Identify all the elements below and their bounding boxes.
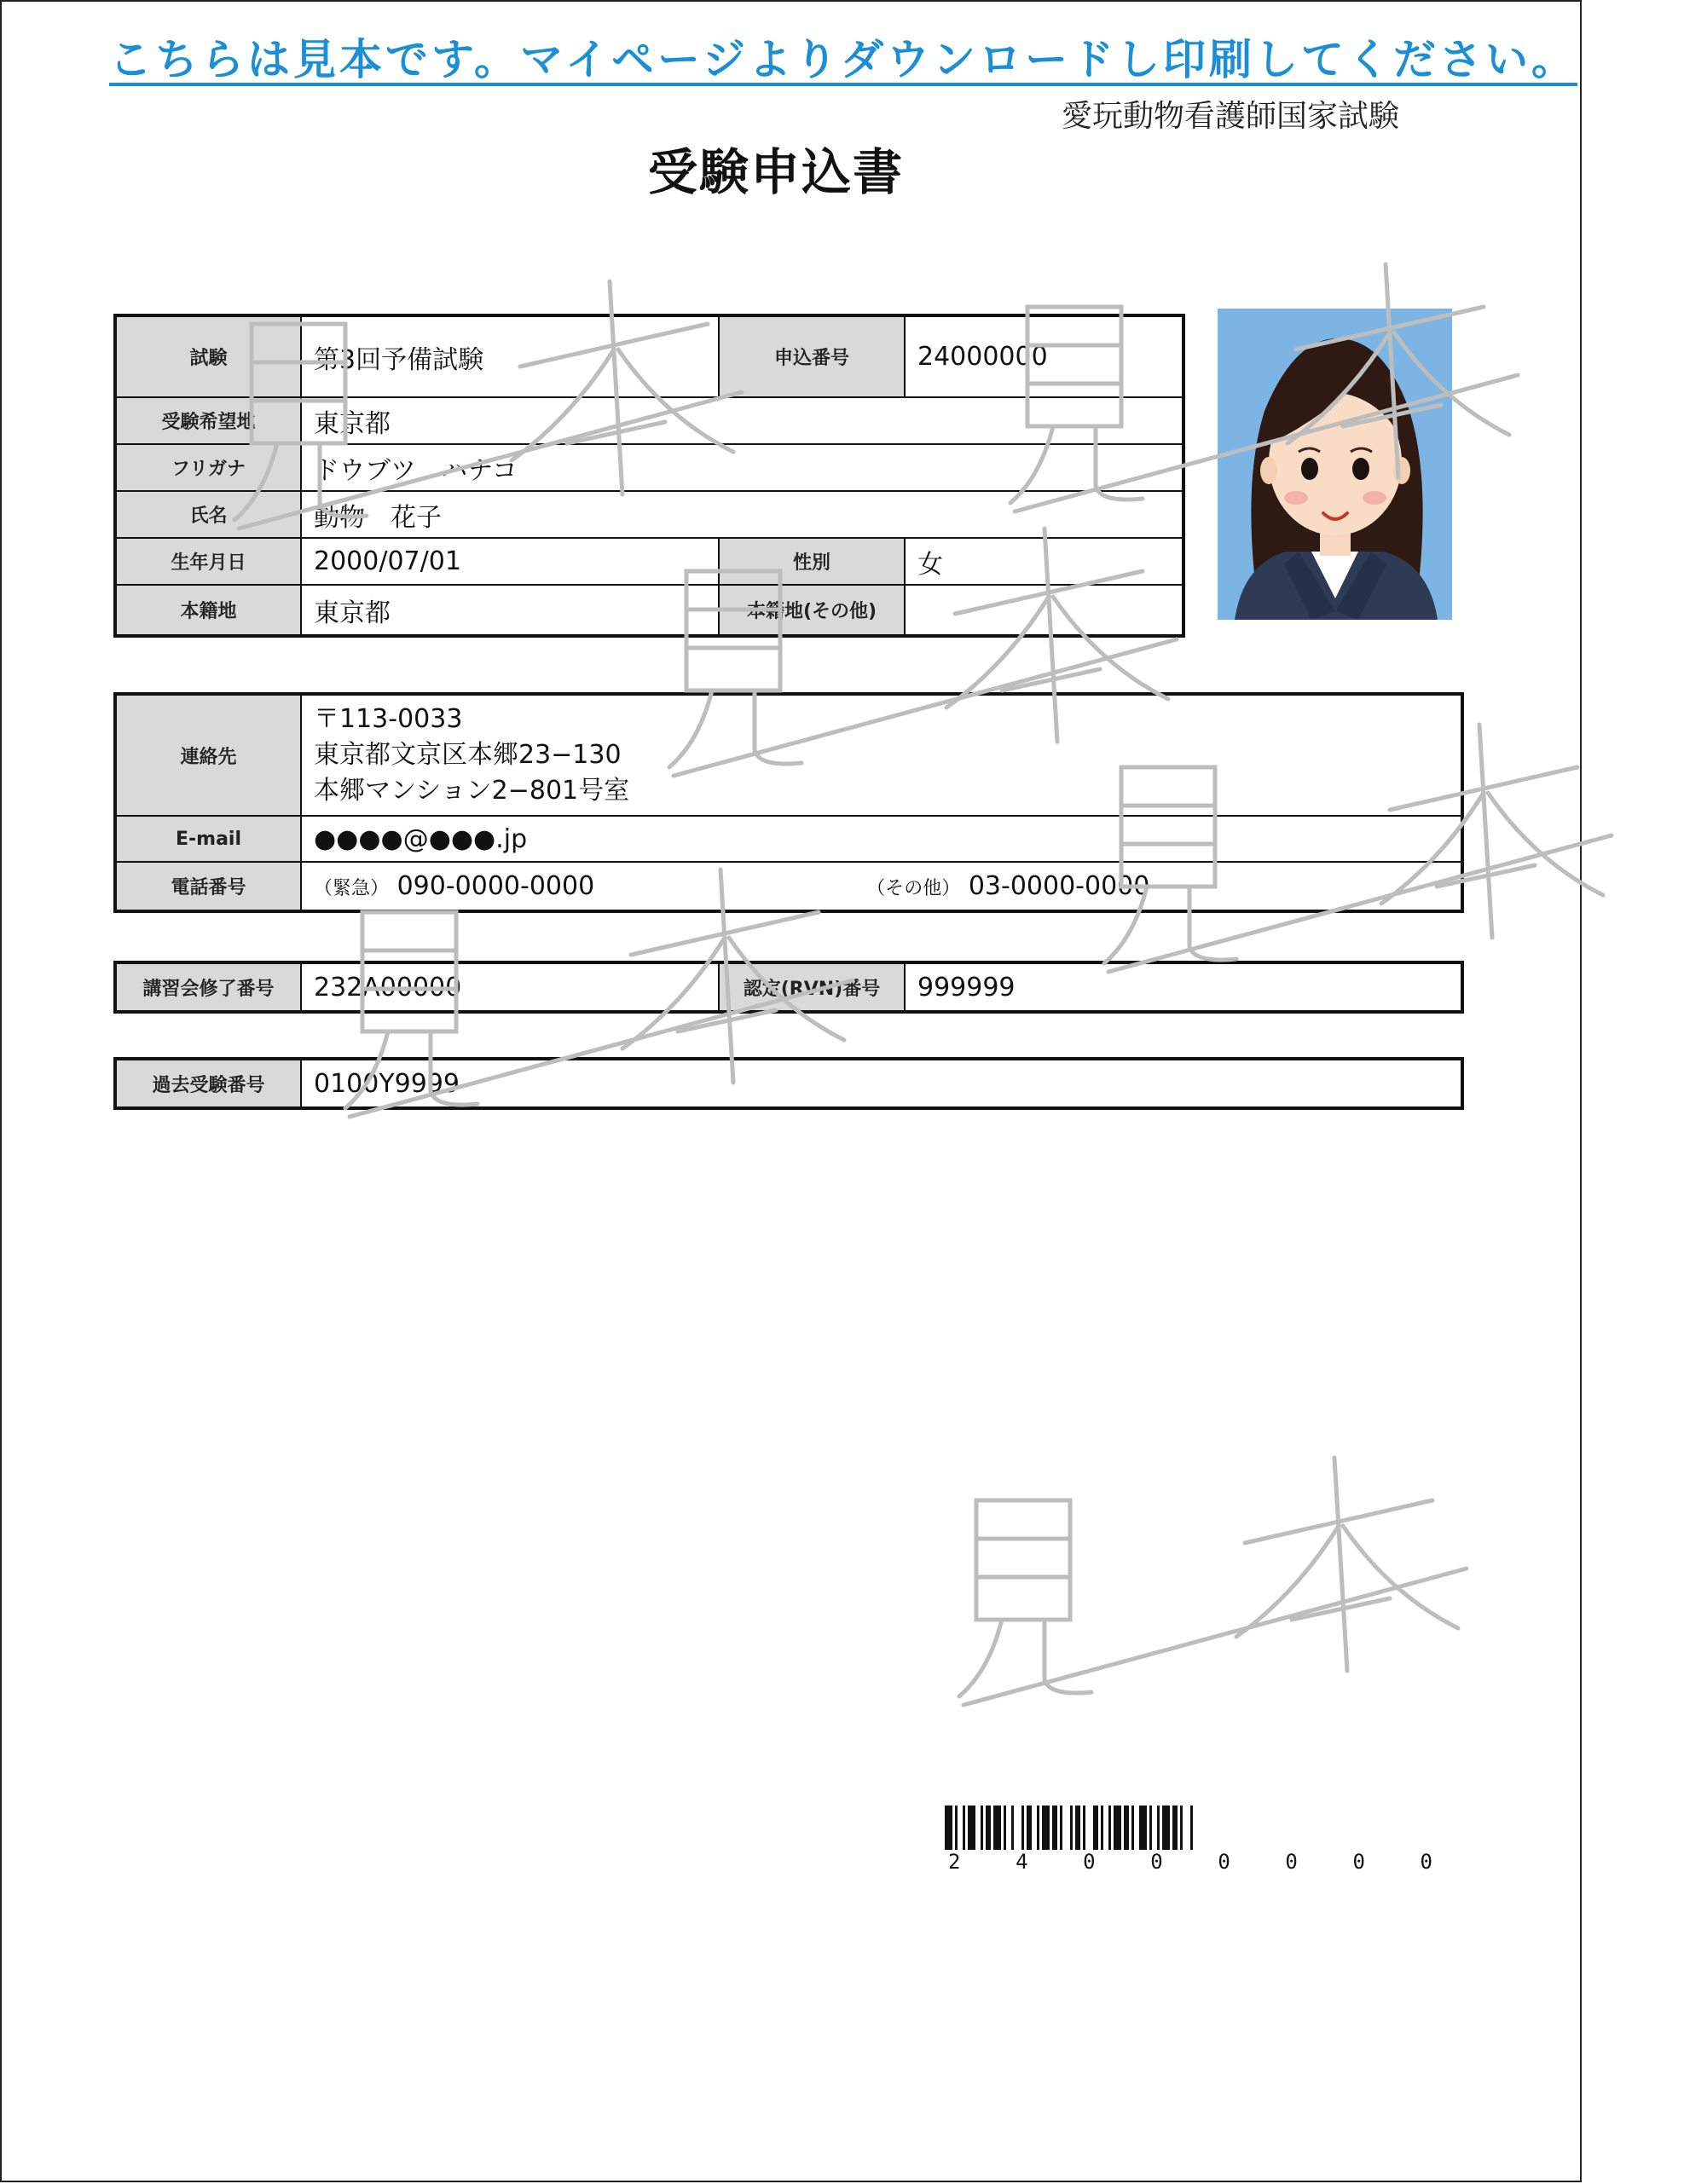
application-number-value: 24000000 xyxy=(905,315,1183,397)
past-exam-number-value: 0100Y9999 xyxy=(301,1059,1462,1108)
barcode-digit: 0 xyxy=(1285,1850,1298,1874)
sample-notice: こちらは見本です。マイページよりダウンロードし印刷してください。 xyxy=(109,35,1577,84)
contact-table xyxy=(113,692,1464,913)
sex-value: 女 xyxy=(905,538,1183,585)
phone-label: 電話番号 xyxy=(115,862,301,911)
address-label: 連絡先 xyxy=(115,694,301,816)
phone-other-label: （その他） xyxy=(866,878,961,899)
phone-emergency-label: （緊急） xyxy=(314,878,390,899)
form-title: 受験申込書 xyxy=(648,143,905,201)
sex-label: 性別 xyxy=(719,538,905,585)
address-line-2: 本郷マンション2−801号室 xyxy=(314,776,630,806)
table-row xyxy=(115,694,1462,816)
table-row xyxy=(115,816,1462,862)
barcode-digit: 0 xyxy=(1150,1850,1163,1874)
exam-label: 試験 xyxy=(115,315,301,397)
course-number-label: 講習会修了番号 xyxy=(115,962,301,1012)
past-exam-number-label: 過去受験番号 xyxy=(115,1059,301,1108)
domicile-other-label: 本籍地(その他) xyxy=(719,585,905,636)
email-label: E-mail xyxy=(115,816,301,862)
birthdate-label: 生年月日 xyxy=(115,538,301,585)
barcode-digit: 0 xyxy=(1420,1850,1432,1874)
table-row xyxy=(115,315,1183,397)
name-label: 氏名 xyxy=(115,491,301,538)
past-exam-table xyxy=(113,1057,1464,1110)
application-number-label: 申込番号 xyxy=(719,315,905,397)
barcode-digit: 0 xyxy=(1218,1850,1230,1874)
table-row xyxy=(115,444,1183,491)
course-number-value: 232A00000 xyxy=(301,962,719,1012)
domicile-value: 東京都 xyxy=(301,585,719,636)
table-row xyxy=(115,585,1183,636)
address-line-1: 東京都文京区本郷23−130 xyxy=(314,740,622,770)
venue-label: 受験希望地 xyxy=(115,397,301,444)
exam-value: 第3回予備試験 xyxy=(301,315,719,397)
table-row xyxy=(115,962,1462,1012)
phone-other-value: 03-0000-0000 xyxy=(968,871,1150,901)
barcode-digit: 4 xyxy=(1016,1850,1028,1874)
exam-name: 愛玩動物看護師国家試験 xyxy=(1062,99,1400,134)
applicant-table xyxy=(113,314,1185,638)
postal-code: 〒113-0033 xyxy=(314,704,463,734)
applicant-photo xyxy=(1218,309,1452,620)
table-row xyxy=(115,491,1183,538)
rvn-number-value: 999999 xyxy=(905,962,1462,1012)
barcode-digits xyxy=(945,1850,1436,1881)
table-row xyxy=(115,862,1462,911)
barcode-digit: 0 xyxy=(1083,1850,1096,1874)
certification-table xyxy=(113,961,1464,1014)
barcode-digit: 2 xyxy=(948,1850,961,1874)
phone-value xyxy=(301,862,1462,911)
table-row xyxy=(115,538,1183,585)
furigana-label: フリガナ xyxy=(115,444,301,491)
woman-portrait-icon xyxy=(1218,309,1452,620)
barcode-digit: 0 xyxy=(1352,1850,1365,1874)
phone-emergency-value: 090-0000-0000 xyxy=(396,871,595,901)
name-value: 動物 花子 xyxy=(301,491,1183,538)
table-row xyxy=(115,1059,1462,1108)
email-value: ●●●●@●●●.jp xyxy=(301,816,1462,862)
birthdate-value: 2000/07/01 xyxy=(301,538,719,585)
domicile-label: 本籍地 xyxy=(115,585,301,636)
rvn-number-label: 認定(RVN)番号 xyxy=(719,962,905,1012)
table-row xyxy=(115,397,1183,444)
address-value xyxy=(301,694,1462,816)
domicile-other-value xyxy=(905,585,1183,636)
venue-value: 東京都 xyxy=(301,397,1183,444)
furigana-value: ドウブツ ハナコ xyxy=(301,444,1183,491)
